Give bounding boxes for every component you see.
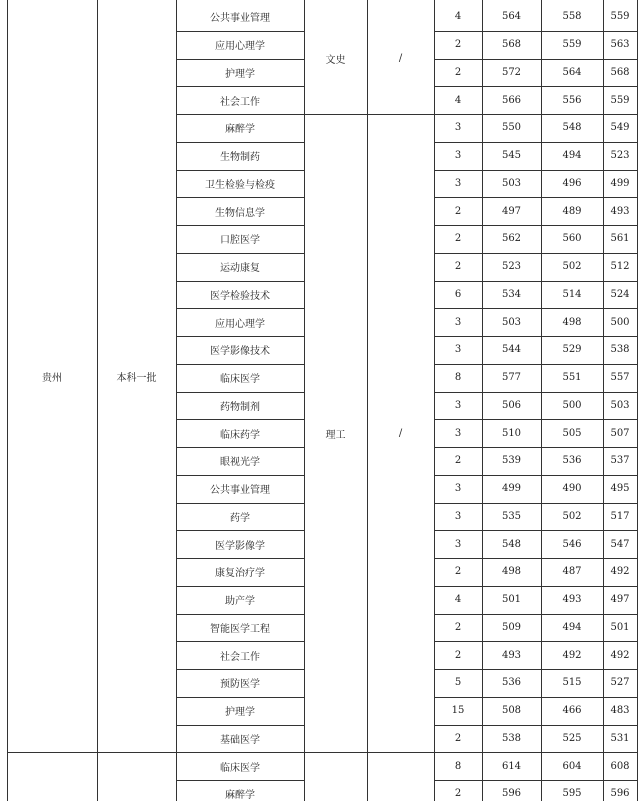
major-cell: 临床医学: [220, 762, 260, 774]
avg-score-cell: 527: [610, 677, 630, 689]
min-score-cell: 529: [562, 344, 582, 356]
major-cell: 基础医学: [220, 734, 260, 746]
avg-score-cell: 596: [610, 788, 630, 800]
avg-score-cell: 495: [610, 483, 630, 495]
max-score-cell: 534: [501, 288, 522, 300]
avg-score-cell: 559: [610, 11, 630, 23]
count-cell: 3: [454, 177, 462, 189]
major-cell: 麻醉学: [225, 790, 255, 802]
max-score-cell: 572: [501, 66, 522, 78]
min-score-cell: 487: [562, 566, 582, 578]
count-cell: 8: [454, 372, 462, 384]
min-score-cell: 498: [562, 316, 582, 328]
major-cell: 医学检验技术: [210, 290, 270, 302]
max-score-cell: 509: [501, 621, 522, 633]
major-cell: 临床医学: [220, 374, 260, 386]
major-cell: 医学影像学: [215, 540, 265, 552]
major-cell: 运动康复: [220, 263, 260, 275]
max-score-cell: 564: [501, 11, 522, 23]
avg-score-cell: 559: [610, 94, 630, 106]
grid-vline-9: [637, 0, 638, 801]
max-score-cell: 538: [501, 732, 522, 744]
max-score-cell: 550: [501, 122, 522, 134]
avg-score-cell: 549: [610, 122, 630, 134]
min-score-cell: 558: [562, 11, 582, 23]
avg-score-cell: 507: [610, 427, 630, 439]
max-score-cell: 596: [501, 788, 522, 800]
count-cell: 3: [454, 399, 462, 411]
min-score-cell: 604: [562, 760, 582, 772]
max-score-cell: 539: [501, 455, 522, 467]
max-score-cell: 510: [501, 427, 522, 439]
min-score-cell: 466: [562, 705, 582, 717]
avg-score-cell: 523: [610, 150, 630, 162]
min-score-cell: 494: [562, 621, 582, 633]
major-cell: 药物制剂: [220, 401, 260, 413]
max-score-cell: 497: [501, 205, 522, 217]
count-cell: 3: [454, 316, 462, 328]
count-cell: 3: [454, 122, 462, 134]
count-cell: 2: [454, 205, 462, 217]
major-cell: 眼视光学: [220, 457, 260, 469]
major-cell: 应用心理学: [215, 41, 265, 53]
avg-score-cell: 608: [610, 760, 630, 772]
count-cell: 8: [454, 760, 462, 772]
major-cell: 药学: [230, 512, 250, 524]
avg-score-cell: 512: [610, 261, 630, 273]
max-score-cell: 566: [501, 94, 522, 106]
major-cell: 预防医学: [220, 679, 260, 691]
max-score-cell: 501: [501, 594, 522, 606]
min-score-cell: 559: [562, 39, 582, 51]
min-score-cell: 595: [562, 788, 582, 800]
count-cell: 2: [454, 455, 462, 467]
min-score-cell: 490: [562, 483, 582, 495]
major-cell: 护理学: [225, 68, 255, 80]
major-cell: 公共事业管理: [210, 485, 270, 497]
min-score-cell: 546: [562, 538, 582, 550]
max-score-cell: 577: [501, 372, 522, 384]
max-score-cell: 503: [501, 316, 522, 328]
count-cell: 2: [454, 621, 462, 633]
count-cell: 4: [454, 594, 462, 606]
category-cell: 理工: [325, 429, 346, 441]
count-cell: 3: [454, 427, 462, 439]
avg-score-cell: 538: [610, 344, 630, 356]
avg-score-cell: 531: [610, 732, 630, 744]
min-score-cell: 525: [562, 732, 582, 744]
max-score-cell: 503: [501, 177, 522, 189]
max-score-cell: 568: [501, 39, 522, 51]
count-cell: 3: [454, 344, 462, 356]
min-score-cell: 536: [562, 455, 582, 467]
min-score-cell: 502: [562, 261, 582, 273]
min-score-cell: 500: [562, 399, 582, 411]
count-cell: 2: [454, 261, 462, 273]
count-cell: 3: [454, 538, 462, 550]
avg-score-cell: 524: [610, 288, 630, 300]
major-cell: 智能医学工程: [210, 623, 270, 635]
major-cell: 口腔医学: [220, 235, 260, 247]
avg-score-cell: 537: [610, 455, 630, 467]
max-score-cell: 536: [501, 677, 522, 689]
avg-score-cell: 547: [610, 538, 630, 550]
count-cell: 2: [454, 566, 462, 578]
major-cell: 社会工作: [220, 651, 260, 663]
major-cell: 社会工作: [220, 96, 260, 108]
max-score-cell: 614: [501, 760, 522, 772]
avg-score-cell: 492: [610, 566, 630, 578]
max-score-cell: 508: [501, 705, 522, 717]
min-score-cell: 492: [562, 649, 582, 661]
count-cell: 15: [451, 705, 465, 717]
max-score-cell: 499: [501, 483, 522, 495]
count-cell: 4: [454, 94, 462, 106]
max-score-cell: 493: [501, 649, 522, 661]
max-score-cell: 535: [501, 510, 522, 522]
avg-score-cell: 492: [610, 649, 630, 661]
avg-score-cell: 503: [610, 399, 630, 411]
major-cell: 医学影像技术: [210, 346, 270, 358]
count-cell: 5: [454, 677, 462, 689]
max-score-cell: 506: [501, 399, 522, 411]
min-score-cell: 564: [562, 66, 582, 78]
major-cell: 卫生检验与检疫: [205, 179, 275, 191]
min-score-cell: 489: [562, 205, 582, 217]
avg-score-cell: 497: [610, 594, 630, 606]
min-score-cell: 505: [562, 427, 582, 439]
count-cell: 2: [454, 66, 462, 78]
batch-cell: 本科一批: [116, 372, 157, 384]
plan-note-cell: /: [398, 427, 403, 439]
min-score-cell: 502: [562, 510, 582, 522]
avg-score-cell: 557: [610, 372, 630, 384]
max-score-cell: 523: [501, 261, 522, 273]
count-cell: 3: [454, 150, 462, 162]
count-cell: 2: [454, 649, 462, 661]
count-cell: 3: [454, 483, 462, 495]
major-cell: 临床药学: [220, 429, 260, 441]
major-cell: 助产学: [225, 596, 255, 608]
min-score-cell: 496: [562, 177, 582, 189]
major-cell: 公共事业管理: [210, 13, 270, 25]
count-cell: 2: [454, 732, 462, 744]
major-cell: 康复治疗学: [215, 568, 265, 580]
min-score-cell: 548: [562, 122, 582, 134]
min-score-cell: 494: [562, 150, 582, 162]
max-score-cell: 498: [501, 566, 522, 578]
avg-score-cell: 561: [610, 233, 630, 245]
avg-score-cell: 499: [610, 177, 630, 189]
avg-score-cell: 563: [610, 39, 630, 51]
min-score-cell: 551: [562, 372, 582, 384]
major-cell: 生物信息学: [215, 207, 265, 219]
count-cell: 2: [454, 233, 462, 245]
min-score-cell: 560: [562, 233, 582, 245]
province-cell: 贵州: [42, 372, 62, 384]
count-cell: 3: [454, 510, 462, 522]
min-score-cell: 556: [562, 94, 582, 106]
min-score-cell: 514: [562, 288, 582, 300]
major-cell: 应用心理学: [215, 318, 265, 330]
major-cell: 麻醉学: [225, 124, 255, 136]
major-cell: 生物制药: [220, 152, 260, 164]
count-cell: 2: [454, 39, 462, 51]
count-cell: 2: [454, 788, 462, 800]
avg-score-cell: 501: [610, 621, 630, 633]
min-score-cell: 515: [562, 677, 582, 689]
count-cell: 4: [454, 11, 462, 23]
max-score-cell: 545: [501, 150, 522, 162]
min-score-cell: 493: [562, 594, 582, 606]
plan-note-cell: /: [398, 53, 403, 64]
max-score-cell: 544: [501, 344, 522, 356]
avg-score-cell: 517: [610, 510, 630, 522]
max-score-cell: 548: [501, 538, 522, 550]
avg-score-cell: 500: [610, 316, 630, 328]
count-cell: 6: [454, 288, 462, 300]
category-cell: 文史: [325, 55, 346, 66]
avg-score-cell: 568: [610, 66, 630, 78]
avg-score-cell: 483: [610, 705, 630, 717]
major-cell: 护理学: [225, 707, 255, 719]
max-score-cell: 562: [501, 233, 522, 245]
avg-score-cell: 493: [610, 205, 630, 217]
